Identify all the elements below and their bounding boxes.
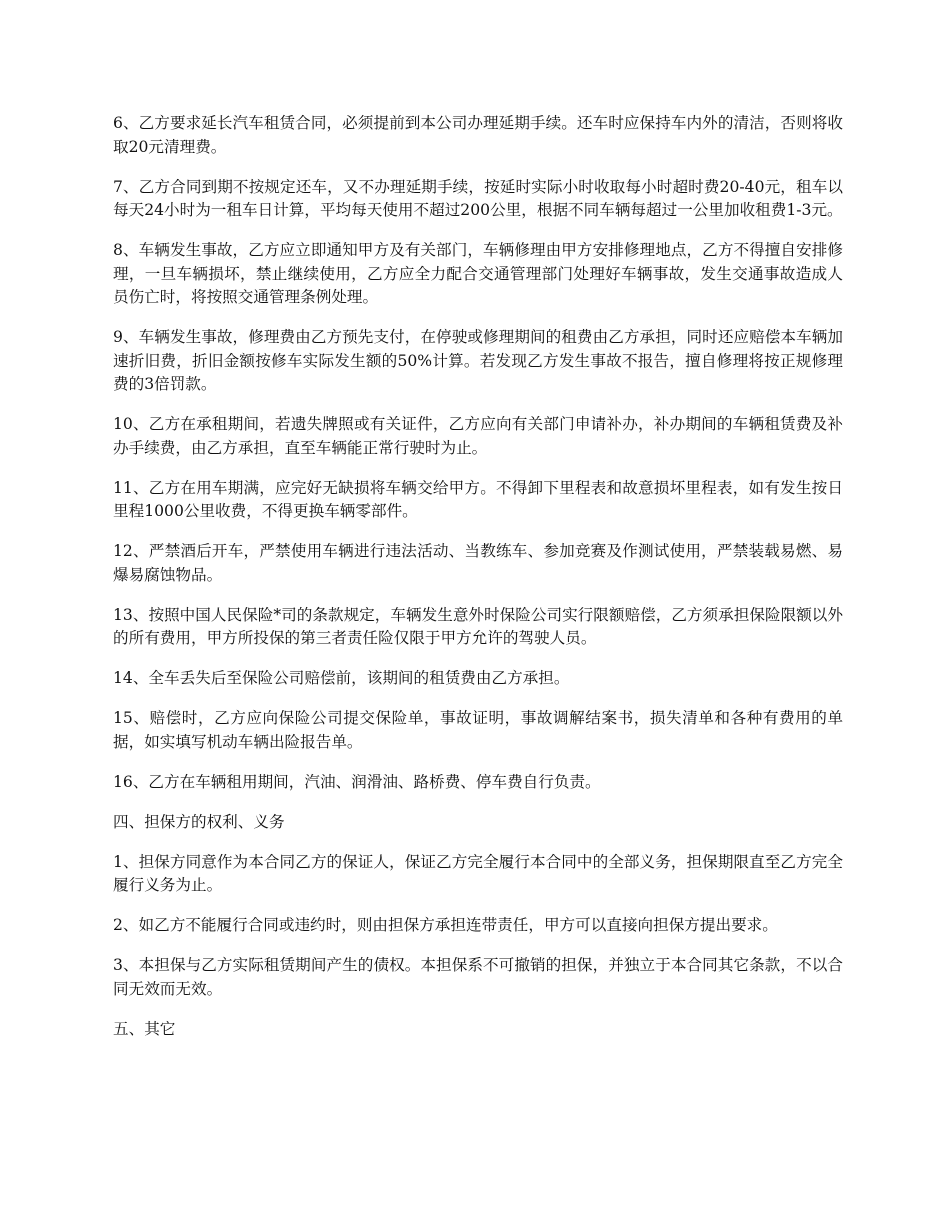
clause-13: 13、按照中国人民保险*司的条款规定，车辆发生意外时保险公司实行限额赔偿，乙方须承担保险限额以外的所有费用，甲方所投保的第三者责任险仅限于甲方允许的驾驶人员。 [113, 605, 843, 647]
section-heading-guarantor: 四、担保方的权利、义务 [113, 812, 285, 831]
clause-10: 10、乙方在承租期间，若遗失牌照或有关证件，乙方应向有关部门申请补办，补办期间的车辆租赁费及补办手续费，由乙方承担，直至车辆能正常行驶时为止。 [113, 415, 843, 457]
guarantor-clause-1: 1、担保方同意作为本合同乙方的保证人，保证乙方完全履行本合同中的全部义务，担保期限直至乙方完全履行义务为止。 [113, 852, 843, 894]
clause-8: 8、车辆发生事故，乙方应立即通知甲方及有关部门，车辆修理由甲方安排修理地点，乙方不得擅自安排修理，一旦车辆损坏，禁止继续使用，乙方应全力配合交通管理部门处理好车辆事故，发生交通事故造成人员伤亡时，将按照交通管理条例处理。 [113, 241, 843, 306]
clause-6: 6、乙方要求延长汽车租赁合同，必须提前到本公司办理延期手续。还车时应保持车内外的清洁，否则将收取20元清理费。 [113, 114, 843, 156]
clause-9: 9、车辆发生事故，修理费由乙方预先支付，在停驶或修理期间的租费由乙方承担，同时还应赔偿本车辆加速折旧费，折旧金额按修车实际发生额的50%计算。若发现乙方发生事故不报告，擅自修理将按正规修理费的3倍罚款。 [113, 328, 843, 393]
section-heading-other: 五、其它 [113, 1019, 176, 1038]
clause-14: 14、全车丢失后至保险公司赔偿前，该期间的租赁费由乙方承担。 [113, 669, 570, 687]
clause-16: 16、乙方在车辆租用期间，汽油、润滑油、路桥费、停车费自行负责。 [113, 772, 601, 791]
clause-11: 11、乙方在用车期满，应完好无缺损将车辆交给甲方。不得卸下里程表和故意损坏里程表，如有发生按日里程1000公里收费，不得更换车辆零部件。 [113, 478, 843, 520]
document-page [113, 112, 843, 1058]
guarantor-clause-3: 3、本担保与乙方实际租赁期间产生的债权。本担保系不可撤销的担保，并独立于本合同其它条款，不以合同无效而无效。 [113, 956, 843, 998]
clause-15: 15、赔偿时，乙方应向保险公司提交保险单，事故证明，事故调解结案书，损失清单和各种有费用的单据，如实填写机动车辆出险报告单。 [113, 709, 843, 751]
clause-7: 7、乙方合同到期不按规定还车，又不办理延期手续，按延时实际小时收取每小时超时费20-40元，租车以每天24小时为一租车日计算，平均每天使用不超过200公里，根据不同车辆每超过一公里加收租费1-3元。 [113, 177, 843, 219]
guarantor-clause-2: 2、如乙方不能履行合同或违约时，则由担保方承担连带责任，甲方可以直接向担保方提出要求。 [113, 916, 778, 934]
clause-12: 12、严禁酒后开车，严禁使用车辆进行违法活动、当教练车、参加竞赛及作测试使用，严禁装载易燃、易爆易腐蚀物品。 [113, 542, 843, 584]
